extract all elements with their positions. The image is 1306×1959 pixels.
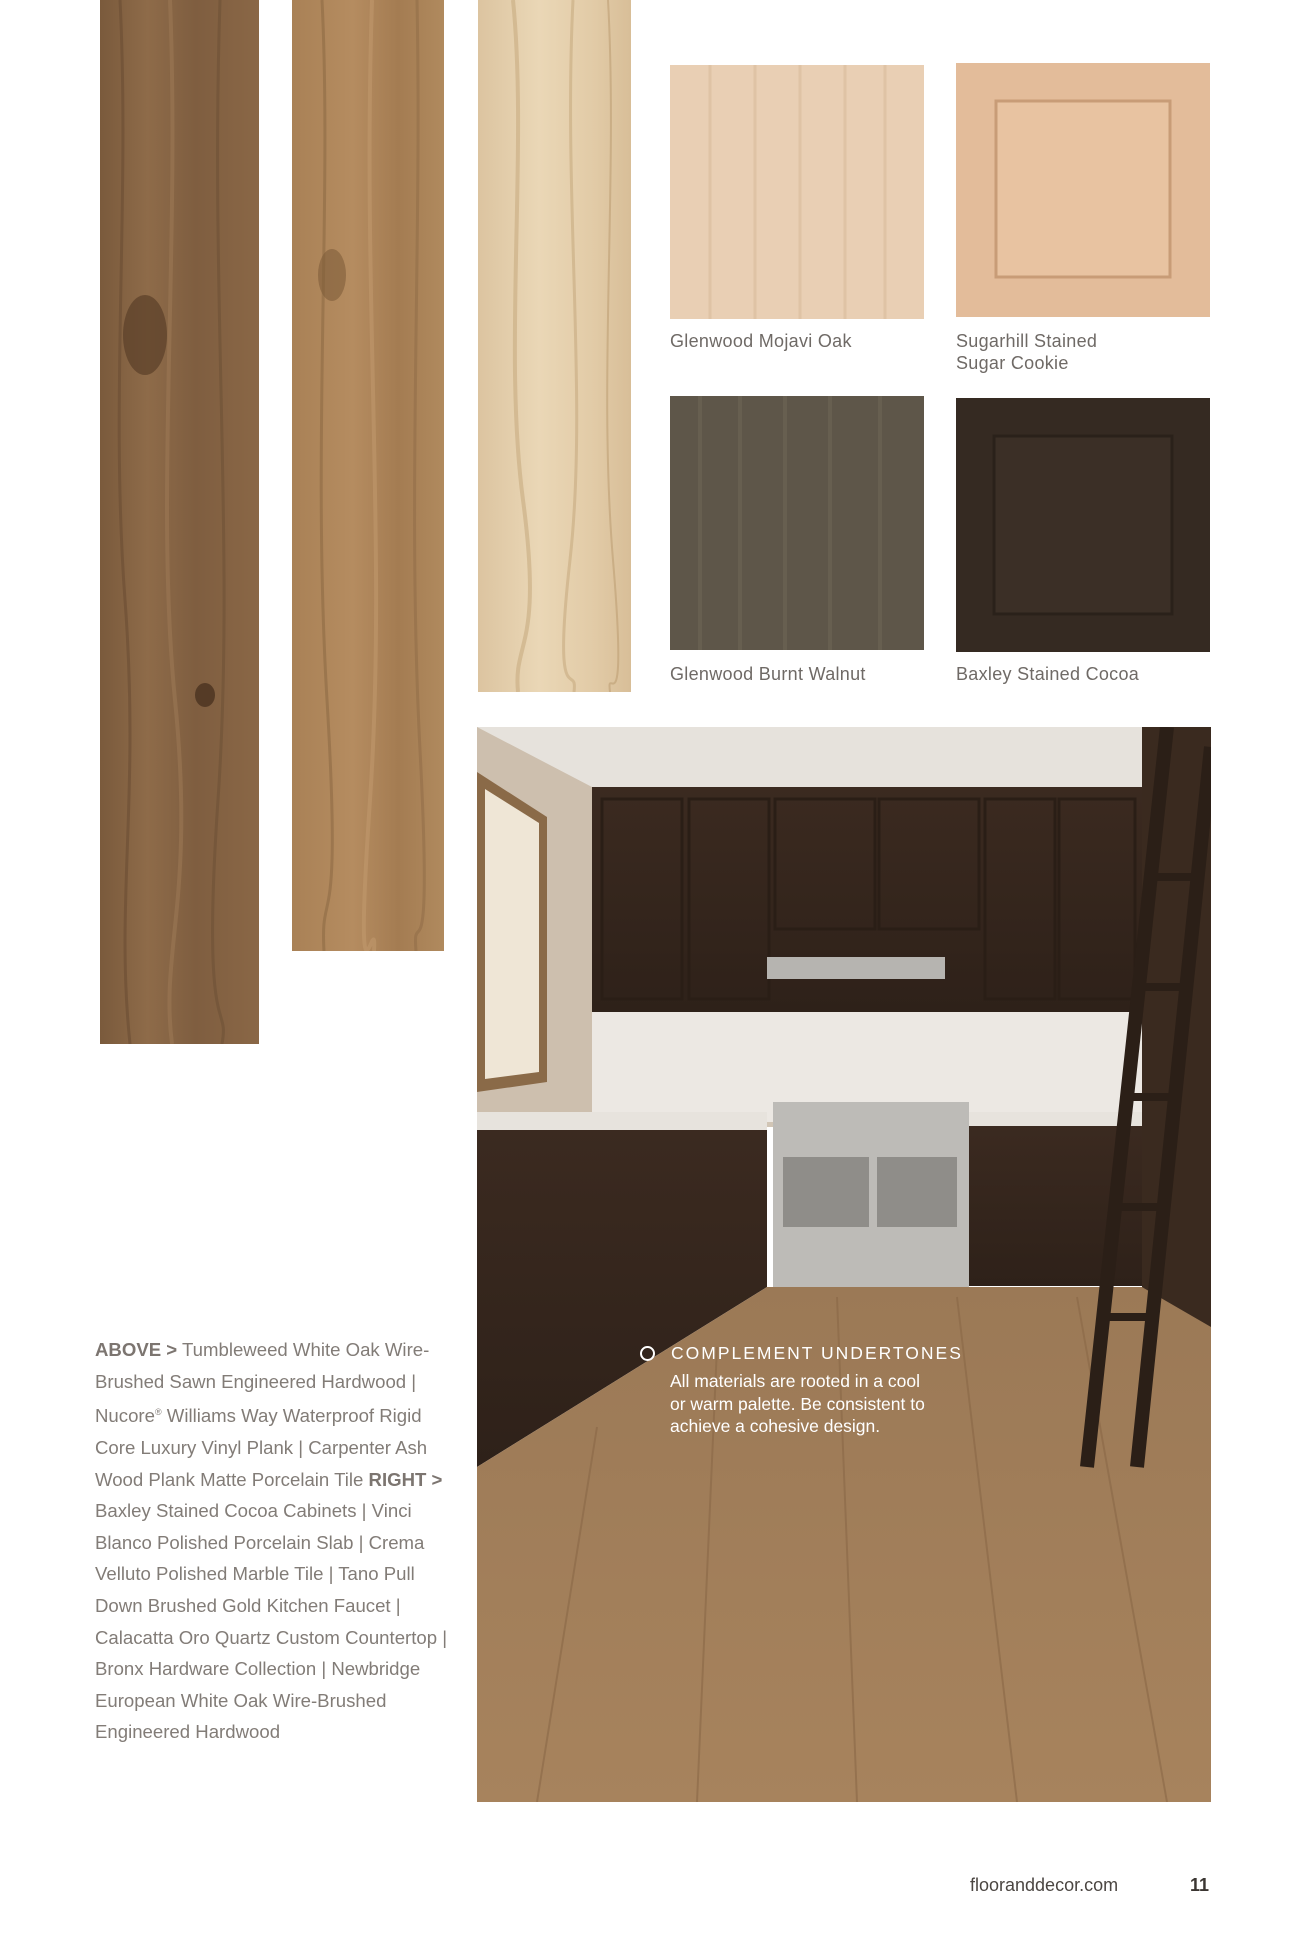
caption-above-label: ABOVE > <box>95 1339 178 1360</box>
swatch-label-glenwood-mojavi-oak: Glenwood Mojavi Oak <box>670 331 852 351</box>
callout-body: All materials are rooted in a cool or warm palette. Be consistent to achieve a cohesive design. <box>670 1371 925 1436</box>
caption-right-text: Baxley Stained Cocoa Cabinets | Vinci Blanco Polished Porcelain Slab | Crema Velluto Polished Marble Tile | Tano Pull Down Brushed Gold Kitchen Faucet | Calacatta Oro Quartz Custom Countertop | Bronx Hardware Collection | Newbridge European White Oak Wire-Brushed Engineered Hardwood <box>95 1500 448 1743</box>
wood-plank-sample-2 <box>292 0 444 951</box>
swatch-label-baxley-stained-cocoa: Baxley Stained Cocoa <box>956 664 1140 684</box>
callout-title: COMPLEMENT UNDERTONES <box>671 1343 963 1363</box>
product-caption <box>95 1334 455 1748</box>
swatch-glenwood-mojavi-oak <box>670 65 924 319</box>
caption-right-label: RIGHT > <box>368 1468 443 1490</box>
page-number: 11 <box>1190 1875 1210 1895</box>
caption-above-text: Tumbleweed White Oak Wire-Brushed Sawn Engineered Hardwood | Nucore <box>95 1339 430 1427</box>
swatch-label-glenwood-burnt-walnut: Glenwood Burnt Walnut <box>670 664 866 684</box>
circle-marker-icon <box>640 1346 655 1361</box>
footer-website[interactable]: flooranddecor.com <box>970 1875 1119 1895</box>
complement-undertones-callout <box>640 1342 970 1438</box>
caption-above-text-2: Williams Way Waterproof Rigid Core Luxury Vinyl Plank | Carpenter Ash Wood Plank Matte Porcelain Tile <box>95 1405 428 1490</box>
wood-plank-sample-3 <box>478 0 631 692</box>
swatch-label-sugarhill-stained-sugar-cookie: Sugarhill Stained Sugar Cookie <box>956 331 1098 373</box>
registered-mark: ® <box>154 1407 162 1418</box>
swatch-baxley-stained-cocoa <box>956 398 1210 652</box>
kitchen-photo <box>477 727 1211 1802</box>
swatch-sugarhill-stained-sugar-cookie <box>956 63 1210 317</box>
wood-plank-sample-1 <box>100 0 259 1044</box>
swatch-glenwood-burnt-walnut <box>670 396 924 650</box>
